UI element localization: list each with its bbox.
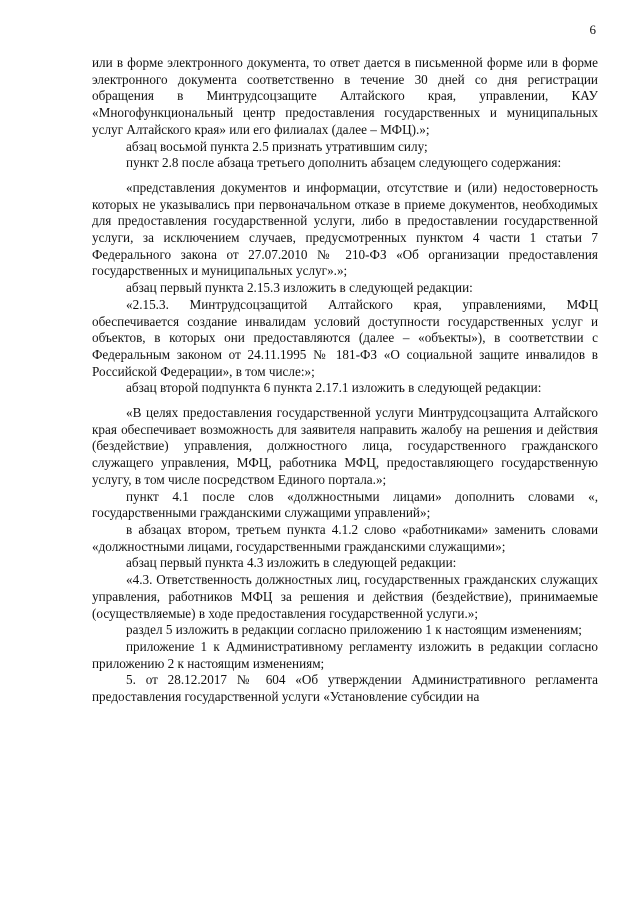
paragraph-14: приложение 1 к Административному регламенту изложить в редакции согласно приложению 2 к настоящим изменениям; [92,638,598,671]
paragraph-10: в абзацах втором, третьем пункта 4.1.2 слово «работниками» заменить словами «должностными лицами, государственными гражданскими служащими»; [92,521,598,554]
page-number: 6 [589,22,596,37]
paragraph-8: «В целях предоставления государственной услуги Минтрудсоцзащита Алтайского края обеспечивает возможность для заявителя направить жалобу на решения и действия (бездействие) управления, должностного лица, государственного гражданского служащего управления, МФЦ, работника МФЦ, предоставляющего государственную услугу, в том числе посредством Единого портала.»; [92,405,598,487]
paragraph-9: пункт 4.1 после слов «должностными лицами» дополнить словами «, государственными гражданскими служащими управлений»; [92,488,598,521]
paragraph-12: «4.3. Ответственность должностных лиц, государственных гражданских служащих управления, работников МФЦ за решения и действия (бездействие), принимаемые (осуществляемые) в ходе предоставления государственной услуги.»; [92,572,598,621]
paragraph-4: «представления документов и информации, отсутствие и (или) недостоверность которых не указывались при первоначальном отказе в приеме документов, необходимых для предоставления государственной услуги, либо в предоставлении государственной услуги, за исключением случаев, предусмотренных пунктом 4 части 1 статьи 7 Федерального закона от 27.07.2010 № 210-ФЗ «Об организации предоставления государственных и муниципальных услуг».»; [92,179,598,279]
paragraph-11: абзац первый пункта 4.3 изложить в следующей редакции: [126,555,457,571]
paragraph-6: «2.15.3. Минтрудсоцзащитой Алтайского края, управлениями, МФЦ обеспечивается создание инвалидам условий доступности государственных услуг и объектов, в которых они предоставляются (далее – «объекты»), в соответствии с Федеральным законом от 24.11.1995 № 181-ФЗ «О социальной защите инвалидов в Российской Федерации», в том числе:»; [92,296,598,379]
paragraph-7: абзац второй подпункта 6 пункта 2.17.1 изложить в следующей редакции: [126,380,542,396]
paragraph-3: пункт 2.8 после абзаца третьего дополнить абзацем следующего содержания: [126,155,562,171]
paragraph-15: 5. от 28.12.2017 № 604 «Об утверждении Административного регламента предоставления государственной услуги «Установление субсидии на [92,672,598,705]
paragraph-13: раздел 5 изложить в редакции согласно приложению 1 к настоящим изменениям; [126,622,582,638]
paragraph-5: абзац первый пункта 2.15.3 изложить в следующей редакции: [126,280,473,296]
paragraph-2: абзац восьмой пункта 2.5 признать утратившим силу; [126,138,428,154]
paragraph-1: или в форме электронного документа, то ответ дается в письменной форме или в форме электронного документа соответственно в течение 30 дней со дня регистрации обращения в Минтрудсоцзащите Алтайского края, управлении, КАУ «Многофункциональный центр предоставления государственных и муниципальных услуг Алтайского края» или его филиалах (далее – МФЦ).»; [92,55,598,137]
